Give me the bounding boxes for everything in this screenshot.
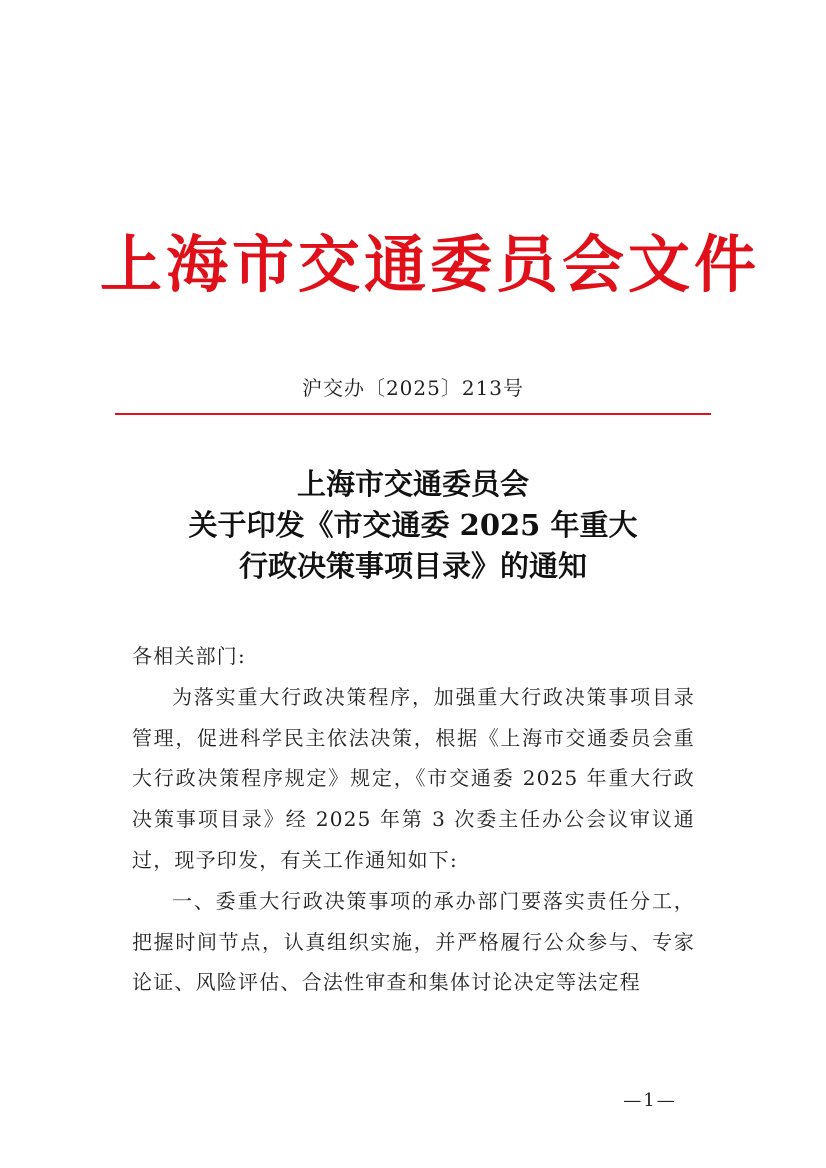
- red-divider-line: [115, 413, 711, 415]
- notice-title-line-2: 关于印发《市交通委 2025 年重大: [188, 508, 638, 542]
- notice-title: [100, 464, 726, 587]
- notice-title-line-1: 上海市交通委员会: [296, 467, 529, 501]
- document-number: 沪交办〔2025〕213号: [301, 376, 525, 400]
- page-number: —1—: [623, 1090, 677, 1111]
- body-paragraph-2: 一、委重大行政决策事项的承办部门要落实责任分工，把握时间节点，认真组织实施，并严格履行公众参与、专家论证、风险评估、合法性审查和集体讨论决定等法定程: [132, 888, 695, 995]
- body-paragraph-1: 为落实重大行政决策程序，加强重大行政决策事项目录管理，促进科学民主依法决策，根据《上海市交通委员会重大行政决策程序规定》规定，《市交通委 2025 年重大行政决策事项目录》经 2025 年第 3 次委主任办公会议审议通过，现予印发，有关工作通知如下:: [132, 684, 695, 872]
- notice-title-line-3: 行政决策事项目录》的通知: [238, 549, 587, 583]
- salutation: 各相关部门:: [132, 644, 246, 668]
- document-header-title: 上海市交通委员会文件: [100, 228, 761, 301]
- document-body: [132, 636, 695, 1003]
